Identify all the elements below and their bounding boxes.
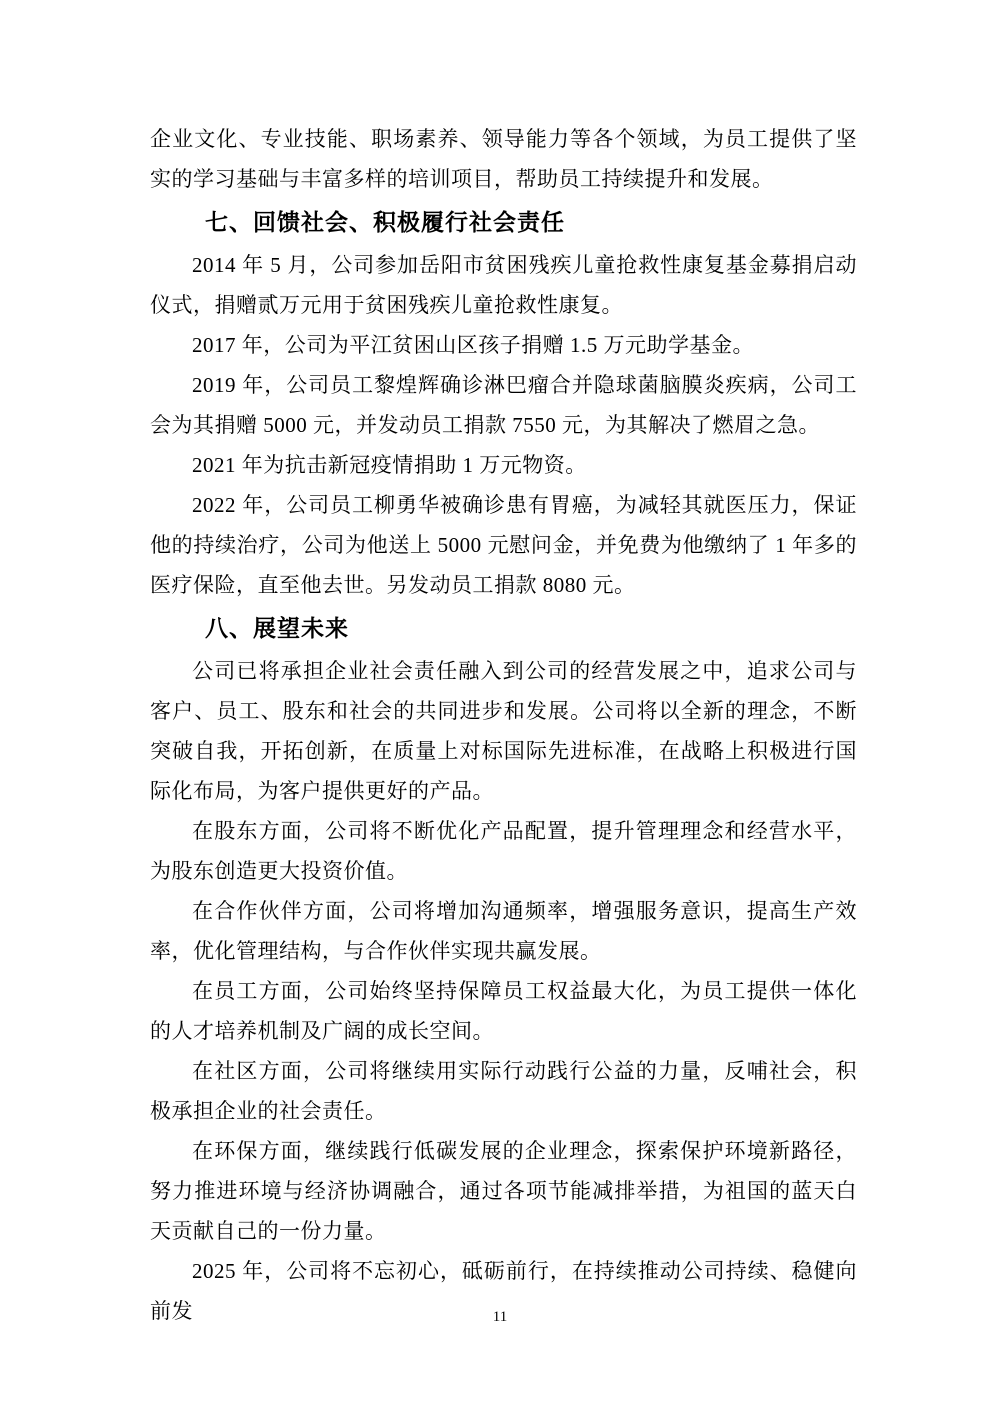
page-number: 11 — [492, 1309, 508, 1325]
paragraph-environment: 在环保方面，继续践行低碳发展的企业理念，探索保护环境新路径，努力推进环境与经济协调融合，通过各项节能减排举措，为祖国的蓝天白天贡献自己的一份力量。 — [150, 1139, 857, 1243]
section-heading-7-give-back-to-society: 七、回馈社会、积极履行社会责任 — [205, 209, 565, 235]
document-content — [150, 119, 857, 1331]
section-heading-8-future-outlook: 八、展望未来 — [205, 615, 349, 641]
paragraph-2014-donation: 2014 年 5 月，公司参加岳阳市贫困残疾儿童抢救性康复基金募捐启动仪式，捐赠贰万元用于贫困残疾儿童抢救性康复。 — [150, 253, 857, 317]
paragraph-partners: 在合作伙伴方面，公司将增加沟通频率，增强服务意识，提高生产效率，优化管理结构，与合作伙伴实现共赢发展。 — [150, 899, 857, 963]
paragraph-2021-donation: 2021 年为抗击新冠疫情捐助 1 万元物资。 — [192, 453, 587, 477]
paragraph-2022-donation: 2022 年，公司员工柳勇华被确诊患有胃癌，为减轻其就医压力，保证他的持续治疗，公司为他送上 5000 元慰问金，并免费为他缴纳了 1 年多的医疗保险，直至他去世。另发动员工捐款 8080 元。 — [150, 493, 857, 597]
paragraph-outlook-overview: 公司已将承担企业社会责任融入到公司的经营发展之中，追求公司与客户、员工、股东和社会的共同进步和发展。公司将以全新的理念，不断突破自我，开拓创新，在质量上对标国际先进标准，在战略上积极进行国际化布局，为客户提供更好的产品。 — [150, 659, 857, 803]
paragraph-2019-donation: 2019 年，公司员工黎煌辉确诊淋巴瘤合并隐球菌脑膜炎疾病，公司工会为其捐赠 5000 元，并发动员工捐款 7550 元，为其解决了燃眉之急。 — [150, 373, 857, 437]
paragraph-shareholders: 在股东方面，公司将不断优化产品配置，提升管理理念和经营水平，为股东创造更大投资价值。 — [150, 819, 857, 883]
page-footer — [0, 1308, 1000, 1326]
paragraph-2017-donation: 2017 年，公司为平江贫困山区孩子捐赠 1.5 万元助学基金。 — [192, 333, 754, 357]
paragraph-employees: 在员工方面，公司始终坚持保障员工权益最大化，为员工提供一体化的人才培养机制及广阔的成长空间。 — [150, 979, 857, 1043]
paragraph-training-continuation: 企业文化、专业技能、职场素养、领导能力等各个领域，为员工提供了坚实的学习基础与丰富多样的培训项目，帮助员工持续提升和发展。 — [150, 127, 857, 191]
paragraph-2025-outlook: 2025 年，公司将不忘初心，砥砺前行，在持续推动公司持续、稳健向前发 — [150, 1259, 857, 1323]
paragraph-community: 在社区方面，公司将继续用实际行动践行公益的力量，反哺社会，积极承担企业的社会责任。 — [150, 1059, 857, 1123]
